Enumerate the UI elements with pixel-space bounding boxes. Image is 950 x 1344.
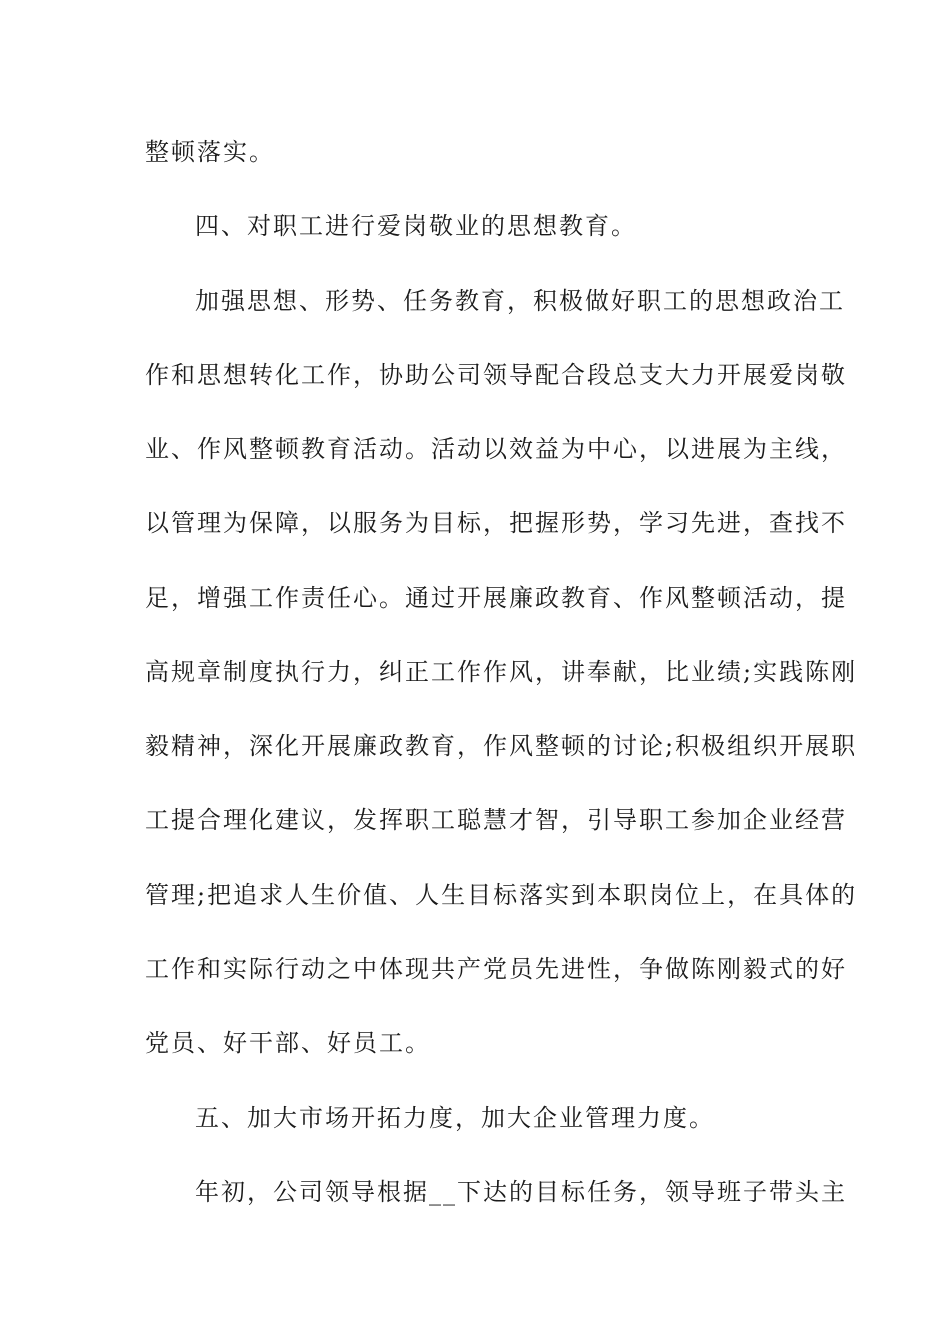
text-line: 年初，公司领导根据__下达的目标任务，领导班子带头主 xyxy=(195,1178,847,1206)
text-line: 工作和实际行动之中体现共产党员先进性，争做陈刚毅式的好 xyxy=(145,955,847,983)
section-heading: 五、加大市场开拓力度，加大企业管理力度。 xyxy=(195,1104,715,1132)
text-line: 毅精神，深化开展廉政教育，作风整顿的讨论;积极组织开展职 xyxy=(145,732,858,760)
section-heading: 四、对职工进行爱岗敬业的思想教育。 xyxy=(195,212,637,240)
text-line: 工提合理化建议，发挥职工聪慧才智，引导职工参加企业经营 xyxy=(145,806,847,834)
text-line: 加强思想、形势、任务教育，积极做好职工的思想政治工 xyxy=(195,287,845,315)
text-line: 整顿落实。 xyxy=(145,138,275,166)
text-line: 以管理为保障，以服务为目标，把握形势，学习先进，查找不 xyxy=(145,509,847,537)
text-line: 高规章制度执行力，纠正工作作风，讲奉献，比业绩;实践陈刚 xyxy=(145,658,858,686)
text-line: 足，增强工作责任心。通过开展廉政教育、作风整顿活动，提 xyxy=(145,584,847,612)
text-line: 管理;把追求人生价值、人生目标落实到本职岗位上，在具体的 xyxy=(145,881,858,909)
text-line: 党员、好干部、好员工。 xyxy=(145,1029,431,1057)
text-line: 业、作风整顿教育活动。活动以效益为中心，以进展为主线， xyxy=(145,435,847,463)
text-line: 作和思想转化工作，协助公司领导配合段总支大力开展爱岗敬 xyxy=(145,361,847,389)
